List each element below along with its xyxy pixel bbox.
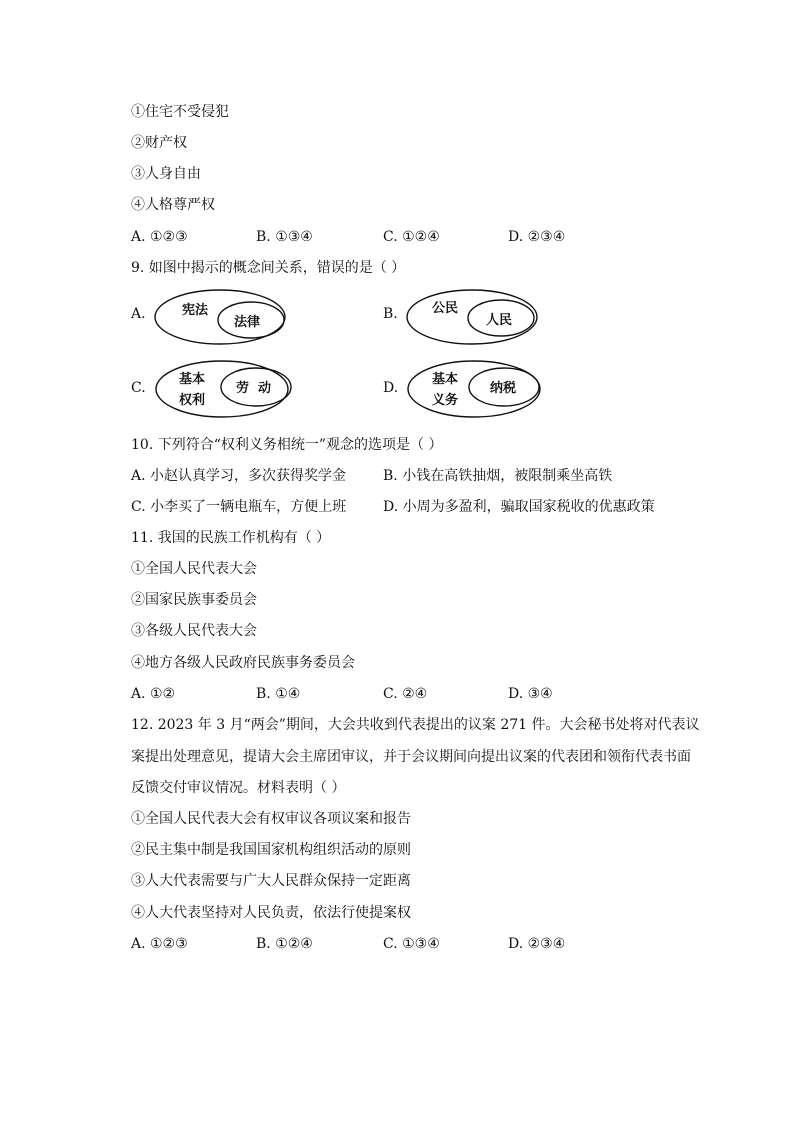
q10-option-b: B. 小钱在高铁抽烟，被限制乘坐高铁 (383, 468, 613, 484)
outer-label-line2: 权利 (179, 393, 206, 408)
q10-option-c: C. 小李买了一辆电瓶车，方便上班 (131, 499, 347, 515)
q11-item-3: ③各级人民代表大会 (131, 623, 257, 639)
q11-stem: 11. 我国的民族工作机构有（ ） (131, 530, 331, 546)
q8-item-1: ①住宅不受侵犯 (131, 104, 229, 120)
q10-option-a: A. 小赵认真学习，多次获得奖学金 (131, 468, 347, 484)
q9-diagram-a-letter: A. (131, 306, 146, 322)
q12-stem-line-1: 12. 2023 年 3 月“两会”期间，大会共收到代表提出的议案 271 件。大会秘书处将对代表议 (131, 717, 700, 733)
q12-item-3: ③人大代表需要与广大人民群众保持一定距离 (131, 873, 411, 889)
inner-label: 人民 (486, 313, 513, 328)
outer-ellipse (407, 290, 537, 344)
q9-diagram-c-letter: C. (131, 380, 146, 396)
q8-option-c: C. ①②④ (383, 229, 440, 245)
q8-item-3: ③人身自由 (131, 166, 201, 182)
q12-stem-line-3: 反馈交付审议情况。材料表明（ ） (131, 780, 346, 796)
q12-option-a: A. ①②③ (131, 936, 188, 952)
outer-label-line1: 基本 (179, 372, 206, 387)
inner-label: 纳税 (490, 381, 517, 396)
outer-label: 宪法 (182, 303, 209, 318)
q8-item-4: ④人格尊严权 (131, 197, 215, 213)
q9-diagram-a (152, 286, 292, 348)
q11-option-b: B. ①④ (256, 686, 301, 702)
inner-label: 劳 动 (236, 381, 272, 396)
q12-stem-line-2: 案提出处理意见，提请大会主席团审议，并于会议期间向提出议案的代表团和领衔代表书面 (131, 749, 691, 765)
q9-diagram-b-letter: B. (383, 306, 398, 322)
q12-option-c: C. ①③④ (383, 936, 440, 952)
q10-stem: 10. 下列符合“权利义务相统一”观念的选项是（ ） (131, 437, 443, 453)
q12-option-b: B. ①②④ (256, 936, 313, 952)
q12-item-2: ②民主集中制是我国国家机构组织活动的原则 (131, 842, 411, 858)
q8-option-a: A. ①②③ (131, 229, 188, 245)
q9-diagram-b (404, 286, 544, 348)
outer-label: 公民 (432, 301, 459, 316)
q12-item-4: ④人大代表坚持对人民负责，依法行使提案权 (131, 905, 411, 921)
outer-label-line2: 义务 (432, 393, 459, 408)
q11-item-2: ②国家民族事委员会 (131, 592, 257, 608)
q9-stem: 9. 如图中揭示的概念间关系，错误的是（ ） (131, 260, 406, 276)
q11-item-1: ①全国人民代表大会 (131, 561, 257, 577)
q8-option-b: B. ①③④ (256, 229, 313, 245)
q11-item-4: ④地方各级人民政府民族事务委员会 (131, 655, 355, 671)
q8-option-d: D. ②③④ (508, 229, 566, 245)
q12-item-1: ①全国人民代表大会有权审议各项议案和报告 (131, 811, 411, 827)
q9-diagram-d (404, 357, 546, 421)
outer-label-line1: 基本 (432, 372, 459, 387)
q9-diagram-d-letter: D. (383, 380, 399, 396)
q11-option-a: A. ①② (131, 686, 176, 702)
q10-option-d: D. 小周为多盈利，骗取国家税收的优惠政策 (383, 499, 655, 515)
q8-item-2: ②财产权 (131, 135, 187, 151)
q12-option-d: D. ②③④ (508, 936, 566, 952)
q9-diagram-c (152, 357, 294, 421)
q11-option-c: C. ②④ (383, 686, 428, 702)
q11-option-d: D. ③④ (508, 686, 553, 702)
inner-label: 法律 (234, 315, 261, 330)
